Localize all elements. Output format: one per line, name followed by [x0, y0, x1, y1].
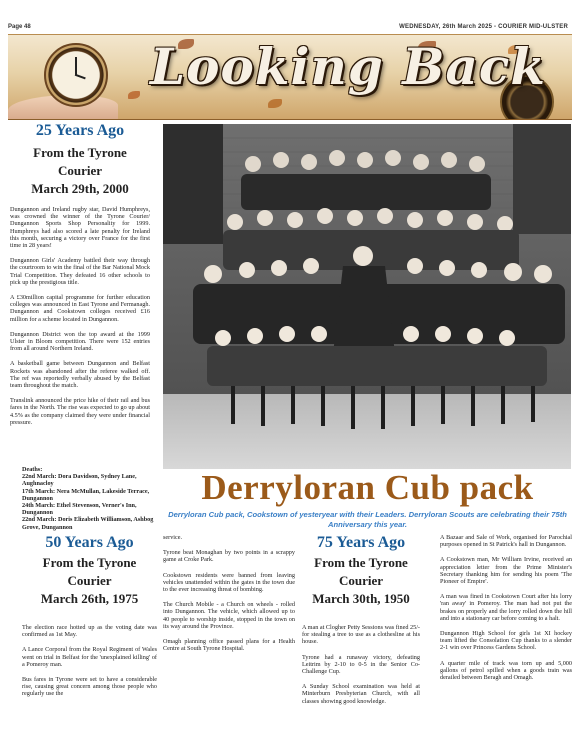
group-photo-image — [163, 124, 571, 469]
cub-pack-photo — [163, 124, 571, 469]
death-entry: 22nd March: Dora Davidson, Sydney Lane, Aughnacloy — [22, 473, 137, 488]
article-paragraph: Dungannon and Ireland rugby star, David Humphreys, was crowned the winner of the Tyrone Courier/ Dungannon Sports Shop Personality for 1999. Humphreys had also scored a late penalty for Ireland this month, securing a victory over France for the first time in 28 years! — [10, 206, 150, 250]
article-paragraph: Dungannon High School for girls 1st XI hockey team lifted the Consolation Cup thanks to a slender 2-1 win over Princess Gardens School. — [440, 630, 572, 652]
deaths-notice — [22, 466, 157, 531]
article-paragraph: A quarter mile of track was torn up and 5,000 gallons of petrol spilled when a goods train was derailed between Beragh and Omagh. — [440, 659, 572, 682]
section-date: March 26th, 1975 — [40, 591, 139, 606]
article-paragraph: A Lance Corporal from the Royal Regiment of Wales went on trial in Belfast for the 'unexplained killing' of a Pomeroy man. — [22, 646, 157, 668]
article-paragraph: A Cookstown man, Mr William Irvine, received an appreciation letter from the Prime Minister's Secretary thanking him for sending his poem 'The Pioneer of Empire'. — [440, 556, 572, 586]
article-paragraph: A man was fined in Cookstown Court after his lorry 'ran away' in Pomeroy. The man had not put the brakes on properly and the lorry rolled down the hill and into a stationary car before coming to a halt. — [440, 593, 572, 622]
photo-caption: Derryloran Cub pack, Cookstown of yesteryear with their Leaders. Derryloran Scouts are celebrating their 75th Anniversary this year. — [168, 510, 567, 529]
pocket-watch-icon — [44, 43, 108, 107]
article-paragraph: Tyrone beat Monaghan by two points in a scrappy game at Croke Park. — [163, 549, 295, 564]
section-heading: 25 Years Ago — [35, 122, 125, 139]
article-paragraph: A Sunday School examination was held at Minterburn Presbyterian Church, with all classes showing good knowledge. — [302, 683, 420, 705]
deaths-title: Deaths: — [22, 466, 43, 473]
article-paragraph: A man at Clogher Petty Sessions was fined 25/- for stealing a tree to use as a clothesline at his house. — [302, 624, 420, 646]
section-75-years — [302, 534, 420, 713]
article-paragraph: Dungannon District won the top award at the 1999 Ulster in Bloom competition. There were 152 entries from all around Northern Ireland. — [10, 330, 150, 353]
section-50-years-continued — [163, 534, 295, 660]
article-paragraph: Dungannon Girls' Academy battled their way through the courtroom to win the final of the Bar National Mock Trial Competition. They defeated 16 other schools to pick up the prestigious title. — [10, 257, 150, 286]
article-paragraph: A basketball game between Dungannon and Belfast Rockets was abandoned after the referee walked off. The ref was reportedly verbally abused by the Belfast team throughout the match. — [10, 360, 150, 390]
section-heading: 75 Years Ago — [316, 534, 406, 551]
section-source: From the Tyrone Courier — [42, 555, 137, 588]
section-source: From the Tyrone Courier — [33, 145, 127, 178]
leaf-decoration — [268, 99, 282, 108]
looking-back-banner — [8, 34, 572, 120]
article-paragraph: service. — [163, 534, 183, 541]
dateline: WEDNESDAY, 26th March 2025 - COURIER MID-ULSTER — [399, 24, 568, 30]
section-heading: 50 Years Ago — [45, 534, 134, 551]
article-paragraph: Translink announced the price hike of their rail and bus fares in the North. The rise was expected to go up about 4.5% as the company claimed they were under financial pressure. — [10, 397, 150, 426]
death-entry: 22nd March: Doris Elizabeth Williamson, Ashbog Grove, Dungannon — [22, 516, 154, 531]
banner-title: Looking Back — [150, 37, 546, 96]
section-date: March 30th, 1950 — [312, 591, 410, 606]
section-25-years — [10, 122, 150, 434]
feature-headline: Derryloran Cub pack — [201, 468, 534, 507]
article-paragraph: The Church Mobile - a Church on wheels - rolled into Dungannon. The vehicle, which allowed up to 40 people to worship inside, stopped in the town on its way around the Province. — [163, 601, 295, 630]
section-source: From the Tyrone Courier — [314, 555, 408, 588]
article-paragraph: The election race hotted up as the voting date was confirmed as 1st May. — [22, 624, 157, 639]
death-entry: 24th March: Ethel Stevenson, Verner's Inn, Dungannon — [22, 502, 137, 517]
section-date: March 29th, 2000 — [31, 181, 129, 196]
article-paragraph: Tyrone had a runaway victory, defeating Leitrim by 2-10 to 0-5 in the Senior Co-Challenge Cup. — [302, 653, 420, 676]
article-paragraph: A £30million capital programme for further education colleges was announced in East Tyrone and Fermanagh. Dungannon and Cookstown colleges received £16 million for a scheme located in Dungannon. — [10, 294, 150, 323]
article-paragraph: Cookstown residents were banned from leaving vehicles unattended within the gates in the town due to the ever increasing threat of bombing. — [163, 571, 295, 594]
death-entry: 17th March: Nera McMullan, Lakeside Terrace, Dungannon — [22, 487, 150, 502]
section-75-years-continued — [440, 534, 572, 689]
article-paragraph: Bus fares in Tyrone were set to have a considerable rise, causing great concern among those people who regularly use the — [22, 676, 157, 698]
article-paragraph: A Bazaar and Sale of Work, organised for Parochial purposes opened in St Patrick's hall in Dungannon. — [440, 534, 572, 549]
article-paragraph: Omagh planning office passed plans for a Health Centre at South Tyrone Hospital. — [163, 638, 295, 653]
page-number: Page 48 — [8, 24, 31, 30]
section-50-years — [22, 534, 157, 706]
